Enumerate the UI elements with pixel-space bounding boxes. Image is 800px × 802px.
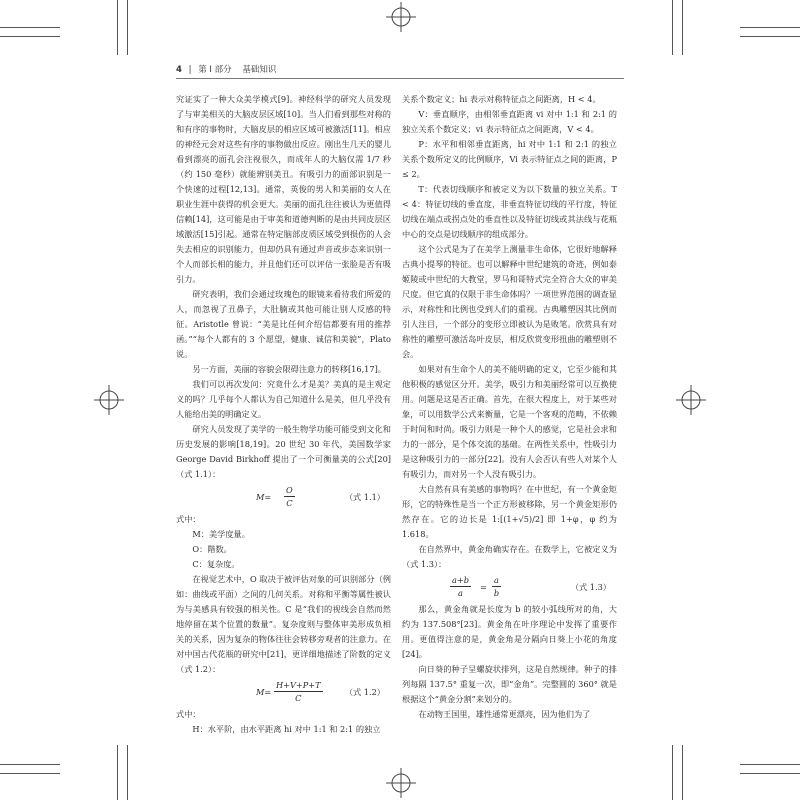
definition-item: T：代表切线顺序和被定义为以下数量的独立关系。T < 4：特征切线的垂直度，非垂直特征切线的平行度，特征切线在端点或拐点处的垂直性以及特征切线或其法线与花瓶中心的交点是切线顺序的组成部分。 xyxy=(402,184,617,239)
right-column xyxy=(402,92,617,722)
crop-mark xyxy=(740,36,800,37)
where-label: 式中： xyxy=(176,709,201,719)
registration-mark-icon xyxy=(94,385,124,415)
equation-numerator: H+V+P+T xyxy=(276,680,321,690)
paragraph: 研究人员发现了美学的一般生物学功能可能受到文化和历史发展的影响[18,19]。20 世纪 30 年代，美国数学家 George David Birkhoff 提出了一个可衡量美的公式[20]（式 1.1）： xyxy=(176,424,391,479)
equation-fraction xyxy=(492,574,501,599)
header-part: 第 I 部分 xyxy=(198,65,232,75)
definition-item: V：垂直顺序，由相邻垂直距离 vi 对中 1:1 和 2:1 的独立关系个数定义；vi 表示特征点之间距离，V < 4。 xyxy=(402,109,617,134)
paragraph: 另一方面，美丽的容貌会限碍注意力的转移[16,17]。 xyxy=(192,364,386,374)
equation-1-2 xyxy=(176,677,391,707)
paragraph: 我们可以再次发问：究竟什么才是美？美真的是主观定义的吗？几乎每个人都认为自己知道什么是美，但几乎没有人能给出美的明确定义。 xyxy=(176,379,391,419)
equation-lhs: M= xyxy=(256,687,272,697)
equation-denominator: b xyxy=(493,588,500,598)
equation-tag: （式 1.3） xyxy=(570,582,611,592)
equation-denominator: C xyxy=(286,498,293,508)
crop-mark xyxy=(740,764,800,765)
crop-mark xyxy=(0,764,60,765)
where-label: 式中： xyxy=(176,514,201,524)
paragraph: 在视觉艺术中，O 取决于被评估对象的可识别部分（例如：曲线或平面）之间的几何关系。对称和平衡等属性被认为与美感具有较强的相关性。C 是“我们的视线会自然而然地停留在某个位置的数量”。复杂度则与整体审美形成负相关的关系，因为复杂的物体往往会转移旁观者的注意力。在对中国古代花瓶的研究中[21]，更详细地描述了阶数的定义（式 1.2）： xyxy=(176,574,391,674)
crop-mark xyxy=(682,745,683,800)
equation-numerator: O xyxy=(286,485,293,495)
equation-fraction xyxy=(274,679,323,704)
crop-mark xyxy=(0,27,60,28)
crop-mark xyxy=(117,0,118,55)
equation-1-3 xyxy=(402,572,617,602)
definition-item: H：水平阶，由水平距离 hi 对中 1:1 和 2:1 的独立 xyxy=(192,724,381,734)
crop-mark xyxy=(117,745,118,800)
registration-mark-icon xyxy=(386,768,416,798)
equation-fraction xyxy=(284,484,295,509)
crop-mark xyxy=(127,745,128,800)
paragraph: 这个公式是为了在美学上测量非生命体，它很好地解释古典小提琴的特征。也可以解释中世纪建筑的奇迹，例如泰姬陵或中世纪的大教堂，罗马和哥特式完全符合大众的审美尺度。但它真的仅限于非生命体吗？一项世界范围的调查显示，对称性和比例也受到人们的重视。古典雕塑因其比例而引人注目，一个部分的变形立即被认为是败笔。欣赏具有对称性的雕塑可激活岛叶皮层，相反欣赏变形扭曲的雕塑则不会。 xyxy=(402,244,617,359)
equation-denominator: C xyxy=(295,693,302,703)
header-separator: | xyxy=(188,65,192,75)
crop-mark xyxy=(740,773,800,774)
equation-numerator: a xyxy=(494,575,499,585)
left-column xyxy=(176,92,391,737)
crop-mark xyxy=(740,27,800,28)
paragraph: 那么，黄金角就是长度为 b 的较小弧线所对的角，大约为 137.508°[23]。黄金角在叶序理论中发挥了重要作用。更值得注意的是，黄金角是分隔向日葵上小花的角度[24]。 xyxy=(402,604,617,659)
registration-mark-icon xyxy=(676,385,706,415)
header-section: 基础知识 xyxy=(242,65,277,75)
crop-mark xyxy=(672,745,673,800)
paragraph: 向日葵的种子呈螺旋状排列，这是自然规律。种子的排列每隔 137.5° 重复一次，即“金角”。完整圆的 360° 就是根据这个“黄金分割”来划分的。 xyxy=(402,664,617,704)
paragraph: 研究表明，我们会通过玫瑰色的眼镜来看待我们所爱的人，而忽视了丑鼻子，大肚腩或其他可能让别人反感的特征。Aristotle 曾说：“美是比任何介绍信都要有用的推荐函。”“每个人都有的 3 个愿望，健康、诚信和美貌”，Plato 说。 xyxy=(176,289,391,359)
equation-1-1 xyxy=(176,482,391,512)
equation-equals: = xyxy=(480,582,487,592)
equation-numerator: a+b xyxy=(452,575,469,585)
crop-mark xyxy=(127,0,128,55)
crop-mark xyxy=(0,36,60,37)
paragraph: 大自然有具有美感的事物吗？在中世纪，有一个黄金矩形，它的特殊性是当一个正方形被移除，另一个黄金矩形仍然存在。它的边长是 1:[(1+√5)/2] 即 1+φ，φ 约为 1.618。 xyxy=(402,484,617,539)
equation-denominator: a xyxy=(458,588,463,598)
running-header xyxy=(176,63,624,77)
paragraph: 如果对有生命个人的美不能明确的定义，它至少能和其他积极的感觉区分开。美学，吸引力和美丽经常可以互换使用。问题是这是否正确。首先，在很大程度上，对于某些对象，可以用数学公式来衡量，它是一个客观的范畴，不依赖于时间和时尚。吸引力则是一种个人的感觉，它是社会求和力的一部分，是个体交流的基础。在两性关系中，性吸引力是这种吸引力的一部分[22]。没有人会否认有些人对某个人有吸引力，而对另一个人没有吸引力。 xyxy=(402,364,617,479)
paragraph: 究证实了一种大众美学模式[9]。神经科学的研究人员发现了与审美相关的大脑皮层区域[10]。当人们看到那些对称的和有序的事物时，大脑皮层的相应区域可被激活[11]。相应的神经元会对这些有序的事物做出反应。刚出生几天的婴儿看到漂亮的面孔会注视很久，而成年人的大脑仅需 1/7 秒（约 150 毫秒）就能辨别美丑。有吸引力的面部识别是一个快速的过程[12,13]。通常，英俊的男人和美丽的女人在职业生涯中获得的机会更大。美丽的面孔往往被认为更值得信赖[14]，这可能是由于审美和道德判断的是由共同皮层区域激活[15]引起。通常在特定脑部皮质区域受到损伤的人会失去相应的识别能力，但却仍具有通过声音或步态来识别一个人而部长相的能力，并且他们还可以评估一张脸是否有吸引力。 xyxy=(176,94,391,284)
definition-item: M：美学度量。 xyxy=(192,529,250,539)
equation-fraction xyxy=(450,574,471,599)
paragraph: 在动物王国里，雄性通常更漂亮，因为他们为了 xyxy=(418,709,591,719)
crop-mark xyxy=(672,0,673,55)
definition-item: C：复杂度。 xyxy=(192,559,240,569)
paragraph: 在自然界中，黄金角确实存在。在数学上，它被定义为（式 1.3）： xyxy=(402,544,617,569)
header-rule xyxy=(176,78,624,79)
crop-mark xyxy=(0,773,60,774)
paragraph: 关系个数定义；hi 表示对称特征点之间距离，H < 4。 xyxy=(402,94,601,104)
equation-lhs: M= xyxy=(256,492,272,502)
definition-item: O：階数。 xyxy=(192,544,232,554)
definition-item: P：水平和相邻垂直距离，hi 对中 1:1 和 2:1 的独立关系个数所定义的比例顺序，Vi 表示特征点之间的距离，P ≤ 2。 xyxy=(402,139,617,179)
equation-tag: （式 1.1） xyxy=(344,492,385,502)
crop-mark xyxy=(682,0,683,55)
equation-tag: （式 1.2） xyxy=(344,687,385,697)
page-number: 4 xyxy=(176,65,182,75)
registration-mark-icon xyxy=(386,2,416,32)
